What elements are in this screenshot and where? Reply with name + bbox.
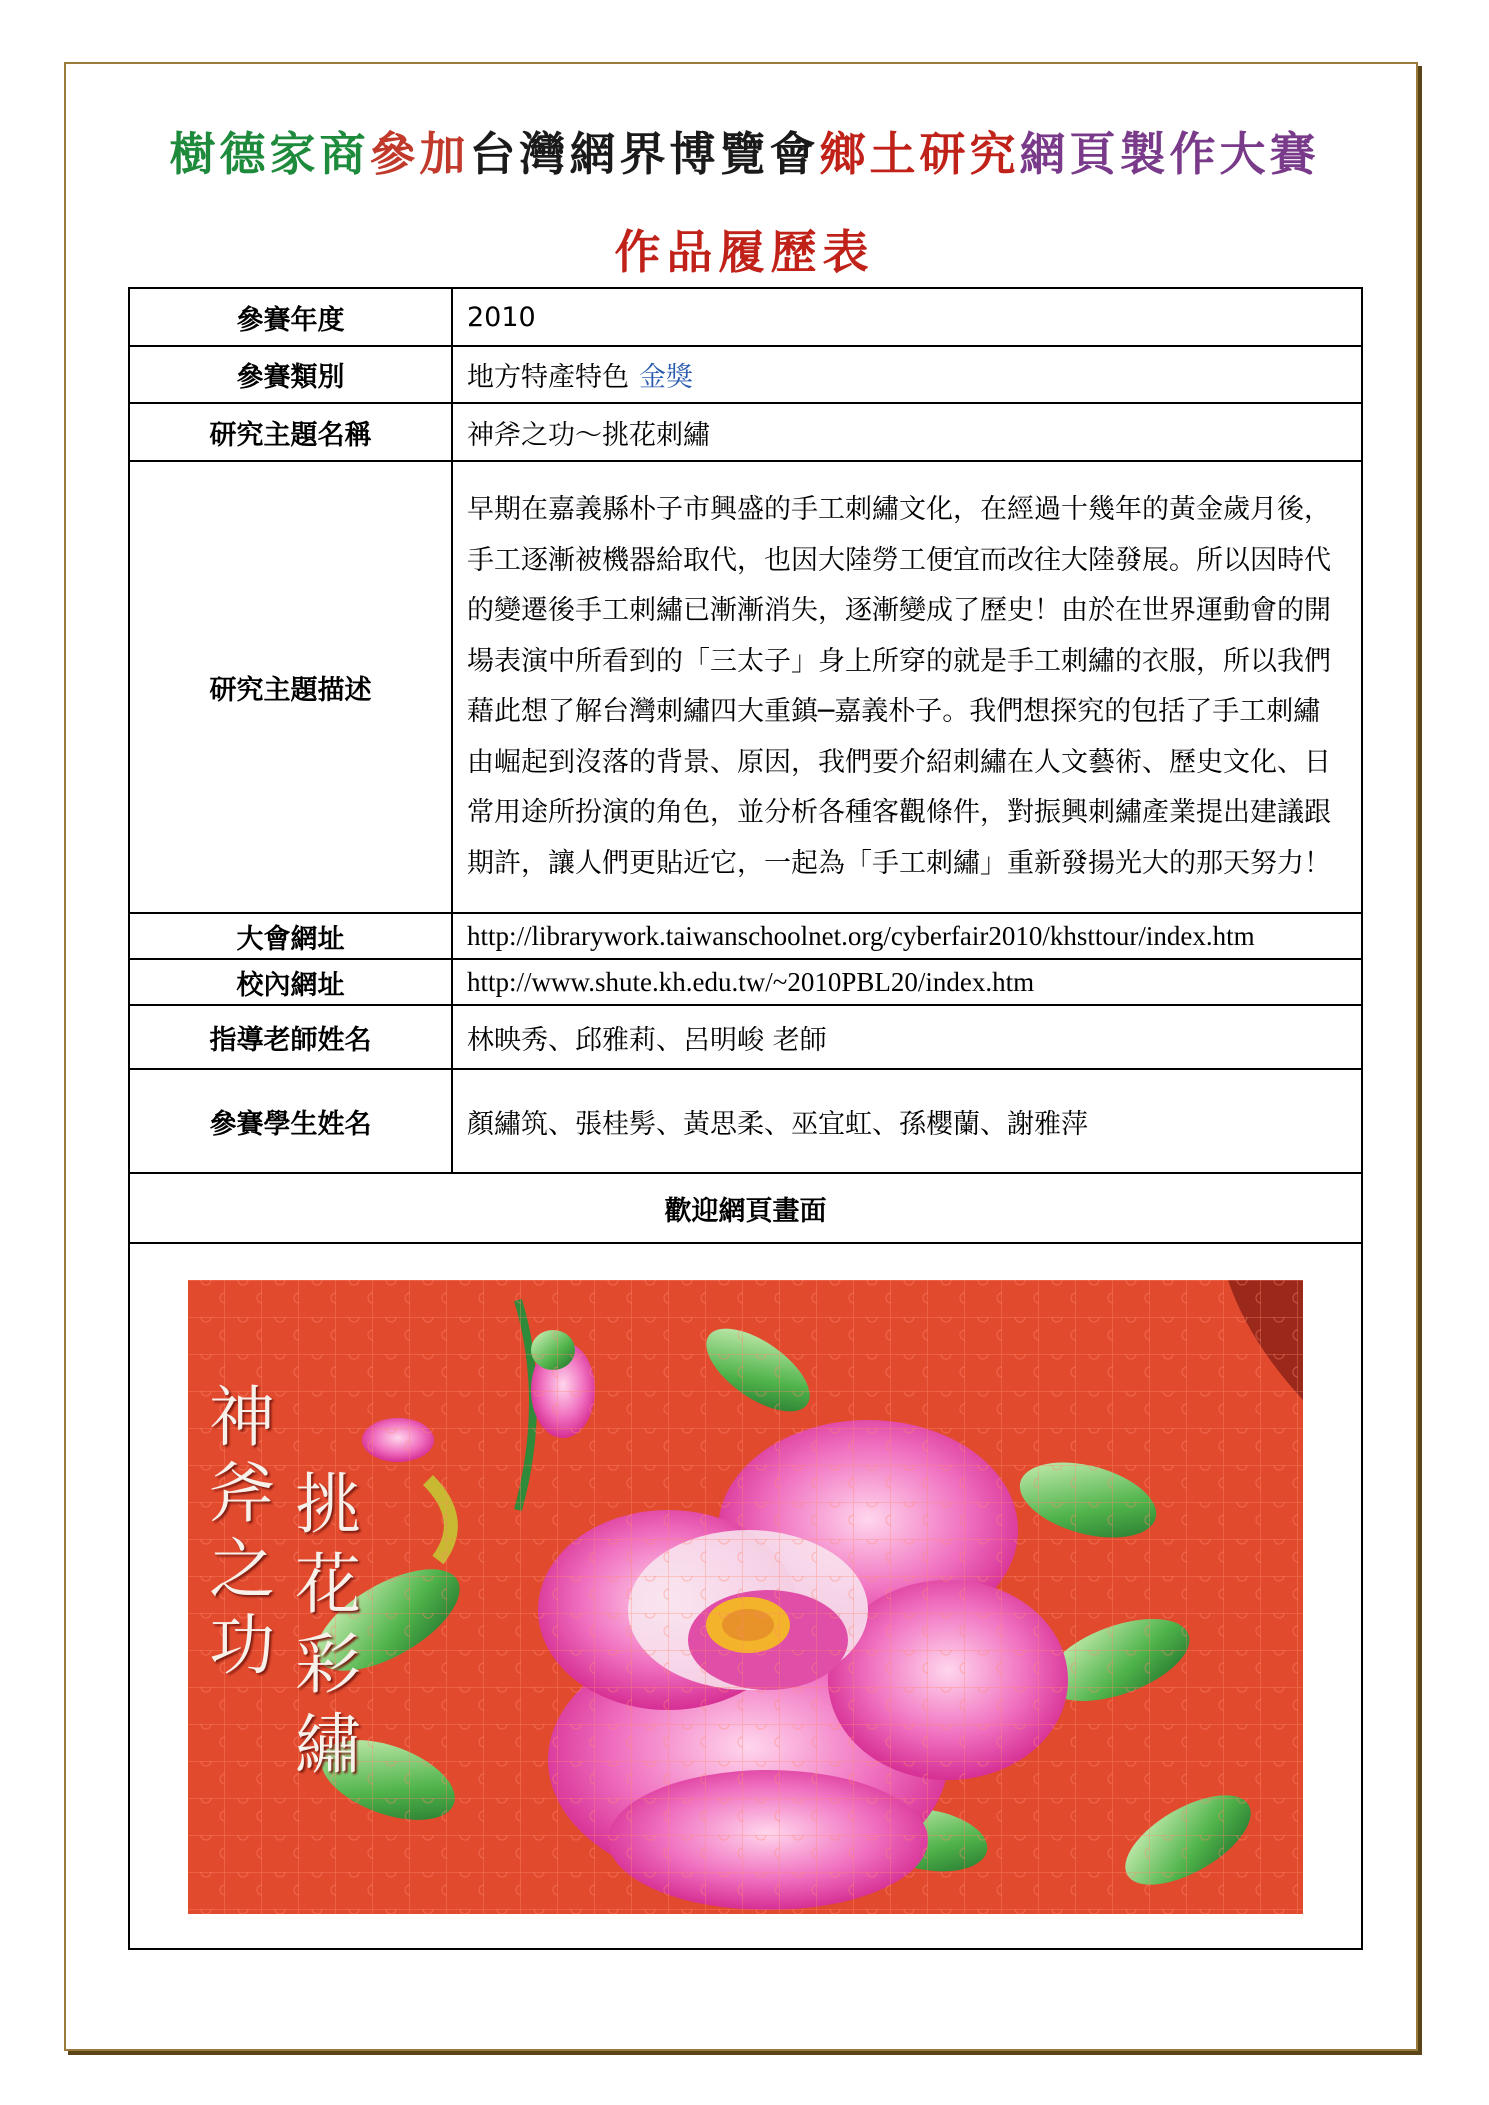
banner-char: 繡 — [295, 1706, 361, 1783]
category-cell — [452, 346, 1362, 403]
table-row — [129, 1173, 1362, 1243]
award-badge: 金獎 — [639, 362, 693, 393]
table-row — [129, 346, 1362, 403]
title-part-expo: 台灣網界博覽會 — [469, 127, 820, 181]
table-row — [129, 1069, 1362, 1173]
banner-cell — [129, 1243, 1362, 1949]
page-subtitle: 作品履歷表 — [614, 225, 875, 279]
year-label: 參賽年度 — [129, 288, 452, 346]
category-label: 參賽類別 — [129, 346, 452, 403]
title-part-school: 樹德家商 — [169, 127, 370, 181]
topic-label: 研究主題名稱 — [129, 403, 452, 461]
desc-label: 研究主題描述 — [129, 461, 452, 913]
table-row — [129, 959, 1362, 1005]
title-part-contest: 網頁製作大賽 — [1019, 127, 1320, 181]
table-row — [129, 403, 1362, 461]
banner-char: 花 — [295, 1546, 361, 1623]
school-url-link[interactable]: http://www.shute.kh.edu.tw/~2010PBL20/index.htm — [452, 959, 1362, 1005]
category-value: 地方特產特色 — [467, 362, 629, 393]
student-label: 參賽學生姓名 — [129, 1069, 452, 1173]
teacher-value: 林映秀、邱雅莉、呂明峻 老師 — [452, 1005, 1362, 1069]
year-value: 2010 — [452, 288, 1362, 346]
page-title — [0, 118, 1489, 184]
conf-url-link[interactable]: http://librarywork.taiwanschoolnet.org/cyberfair2010/khsttour/index.htm — [452, 913, 1362, 959]
banner-char: 彩 — [295, 1626, 361, 1703]
school-url-label: 校內網址 — [129, 959, 452, 1005]
banner-char: 功 — [209, 1607, 275, 1684]
banner-char: 之 — [209, 1531, 275, 1608]
title-part-join: 參加 — [369, 127, 470, 181]
table-row — [129, 1005, 1362, 1069]
table-row — [129, 288, 1362, 346]
conf-url-label: 大會網址 — [129, 913, 452, 959]
desc-value: 早期在嘉義縣朴子市興盛的手工刺繡文化，在經過十幾年的黃金歲月後，手工逐漸被機器給取代，也因大陸勞工便宜而改往大陸發展。所以因時代的變遷後手工刺繡已漸漸消失，逐漸變成了歷史！由於在世界運動會的開場表演中所看到的「三太子」身上所穿的就是手工刺繡的衣服，所以我們藉此想了解台灣刺繡四大重鎮─嘉義朴子。我們想探究的包括了手工刺繡由崛起到沒落的背景、原因，我們要介紹刺繡在人文藝術、歷史文化、日常用途所扮演的角色，並分析各種客觀條件，對振興刺繡產業提出建議跟期許，讓人們更貼近它，一起為「手工刺繡」重新發揚光大的那天努力！ — [452, 461, 1362, 913]
welcome-banner-image — [188, 1280, 1303, 1914]
banner-text-col1 — [202, 1380, 282, 1684]
info-table — [128, 287, 1363, 1950]
welcome-header: 歡迎網頁畫面 — [129, 1173, 1362, 1243]
banner-char: 斧 — [209, 1455, 275, 1532]
table-row — [129, 1243, 1362, 1949]
table-row — [129, 461, 1362, 913]
table-row — [129, 913, 1362, 959]
student-value: 顏繡筑、張桂髣、黃思柔、巫宜虹、孫櫻蘭、謝雅萍 — [452, 1069, 1362, 1173]
banner-char: 挑 — [295, 1466, 361, 1543]
title-part-research: 鄉土研究 — [819, 127, 1020, 181]
banner-char: 神 — [209, 1379, 275, 1456]
topic-value: 神斧之功～挑花刺繡 — [452, 403, 1362, 461]
teacher-label: 指導老師姓名 — [129, 1005, 452, 1069]
banner-text-col2 — [288, 1465, 368, 1785]
